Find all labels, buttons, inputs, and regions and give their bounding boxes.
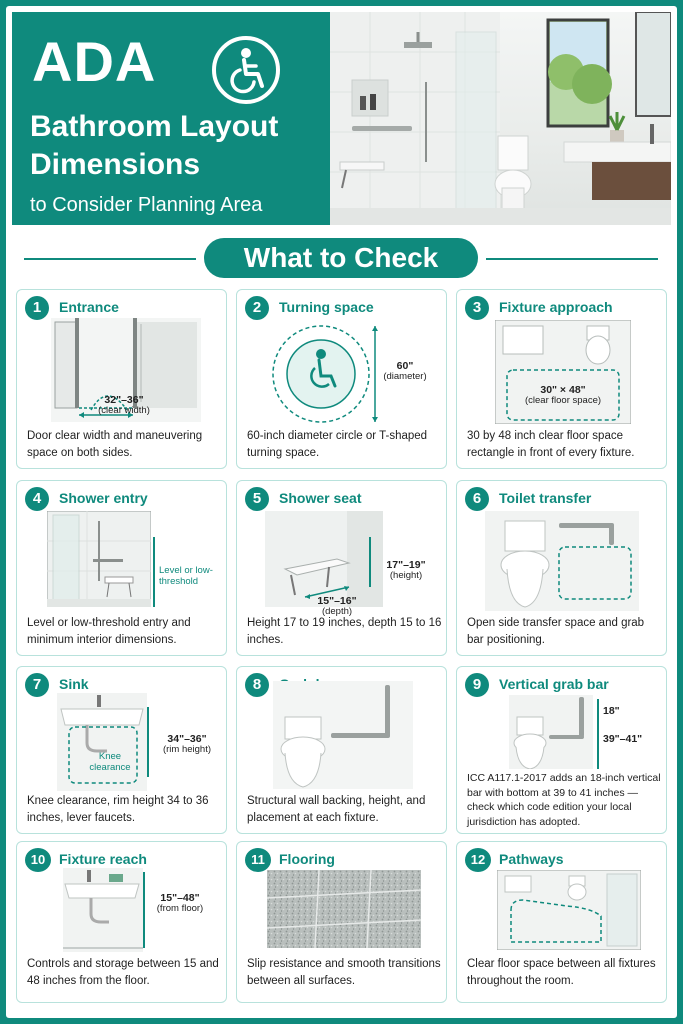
dimension-note: (diameter) — [383, 371, 427, 383]
card-title: Turning space — [279, 299, 374, 315]
toilet-transfer-illustration — [485, 511, 639, 611]
dimension-value: 17"–19" — [386, 559, 426, 571]
title-line-2: Dimensions — [30, 148, 201, 181]
turning-dimension — [375, 360, 435, 383]
card-number: 2 — [245, 296, 269, 320]
card-number: 11 — [245, 848, 271, 872]
card-description: Height 17 to 19 inches, depth 15 to 16 inches. — [247, 617, 442, 646]
card-title: Entrance — [59, 299, 119, 315]
fixture-reach-illustration — [63, 868, 143, 952]
card-entrance — [16, 289, 227, 469]
card-number: 6 — [465, 487, 489, 511]
rim-height-marker — [147, 707, 149, 777]
card-grab-bars — [236, 666, 447, 834]
card-turning-space — [236, 289, 447, 469]
card-description: 30 by 48 inch clear floor space rectangle in front of every fixture. — [467, 430, 635, 459]
card-description: Knee clearance, rim height 34 to 36 inches, lever faucets. — [27, 795, 209, 824]
title-line-1: Bathroom Layout — [30, 110, 279, 143]
dimension-value: 15"–16" — [317, 595, 357, 607]
card-title: Vertical grab bar — [499, 676, 609, 692]
dimension-note: (from floor) — [156, 903, 204, 915]
grab-bar-height-marker — [597, 699, 599, 769]
card-flooring — [236, 841, 447, 1003]
header-subtitle: to Consider Planning Area — [30, 194, 263, 216]
card-title: Fixture approach — [499, 299, 613, 315]
bathroom-photo — [330, 12, 671, 225]
threshold-marker — [153, 537, 155, 607]
card-number: 12 — [465, 848, 491, 872]
card-toilet-transfer — [456, 480, 667, 656]
card-sink — [16, 666, 227, 834]
card-description: ICC A117.1-2017 adds an 18-inch vertical bar with bottom at 39 to 41 inches — check which code edition your local jurisdiction has adopted. — [467, 772, 661, 829]
knee-clearance-label: Knee clearance — [89, 751, 131, 774]
card-fixture-reach — [16, 841, 227, 1003]
card-description: Slip resistance and smooth transitions between all surfaces. — [247, 958, 441, 987]
card-shower-seat — [236, 480, 447, 656]
card-description: Controls and storage between 15 and 48 inches from the floor. — [27, 958, 219, 987]
card-description: Door clear width and maneuvering space on both sides. — [27, 430, 203, 459]
shower-seat-illustration — [265, 511, 383, 607]
header-title-block — [12, 12, 330, 225]
dimension-note: (rim height) — [162, 744, 212, 756]
card-description: Structural wall backing, height, and placement at each fixture. — [247, 795, 426, 824]
card-pathways — [456, 841, 667, 1003]
card-number: 8 — [245, 673, 269, 697]
pathways-illustration — [497, 870, 641, 950]
card-description: 60-inch diameter circle or T-shaped turning space. — [247, 430, 428, 459]
card-title: Shower entry — [59, 490, 148, 506]
card-number: 10 — [25, 848, 51, 872]
dimension-note: (clear width) — [98, 405, 150, 417]
dimension-value: 60" — [396, 360, 414, 372]
vertical-bar-length: 18" — [603, 705, 620, 717]
card-number: 1 — [25, 296, 49, 320]
dimension-note: (height) — [389, 570, 423, 582]
card-number: 4 — [25, 487, 49, 511]
reach-dimension — [147, 892, 213, 915]
card-title: Toilet transfer — [499, 490, 592, 506]
dimension-value: 30" × 48" — [540, 384, 586, 396]
card-fixture-approach — [456, 289, 667, 469]
card-title: Shower seat — [279, 490, 362, 506]
card-title: Flooring — [279, 851, 335, 867]
wheelchair-accessibility-icon — [212, 36, 280, 104]
dimension-note: (depth) — [321, 606, 353, 618]
shower-entry-illustration — [47, 511, 151, 607]
dimension-value: 34"–36" — [167, 733, 207, 745]
grab-bars-illustration — [273, 681, 413, 789]
divider-right — [486, 258, 658, 260]
seat-height-dimension — [373, 559, 439, 582]
shower-entry-dimension: Level or low-threshold — [159, 565, 213, 588]
divider-left — [24, 258, 196, 260]
card-number: 3 — [465, 296, 489, 320]
seat-height-marker — [369, 537, 371, 587]
sink-dimension — [151, 733, 223, 756]
reach-range-marker — [143, 872, 145, 948]
fixture-approach-illustration — [495, 320, 631, 424]
ada-heading: ADA — [32, 30, 157, 93]
card-title: Sink — [59, 676, 89, 692]
card-description: Open side transfer space and grab bar positioning. — [467, 617, 645, 646]
card-shower-entry — [16, 480, 227, 656]
dimension-value: 15"–48" — [160, 892, 200, 904]
card-number: 7 — [25, 673, 49, 697]
vertical-bar-height: 39"–41" — [603, 733, 643, 745]
card-vertical-grab-bar — [456, 666, 667, 834]
card-description: Clear floor space between all fixtures throughout the room. — [467, 958, 656, 987]
dimension-value: 32"–36" — [104, 394, 144, 406]
approach-dimension — [509, 384, 617, 407]
flooring-texture-illustration — [267, 870, 421, 948]
dimension-note: (clear floor space) — [524, 395, 602, 407]
section-heading: What to Check — [204, 238, 478, 278]
sink-illustration — [57, 693, 147, 791]
card-number: 5 — [245, 487, 269, 511]
card-description: Level or low-threshold entry and minimum interior dimensions. — [27, 617, 191, 646]
card-number: 9 — [465, 673, 489, 697]
entrance-dimension — [79, 394, 169, 417]
vertical-grab-bar-illustration — [509, 695, 593, 769]
card-title: Fixture reach — [59, 851, 147, 867]
card-title: Pathways — [499, 851, 564, 867]
